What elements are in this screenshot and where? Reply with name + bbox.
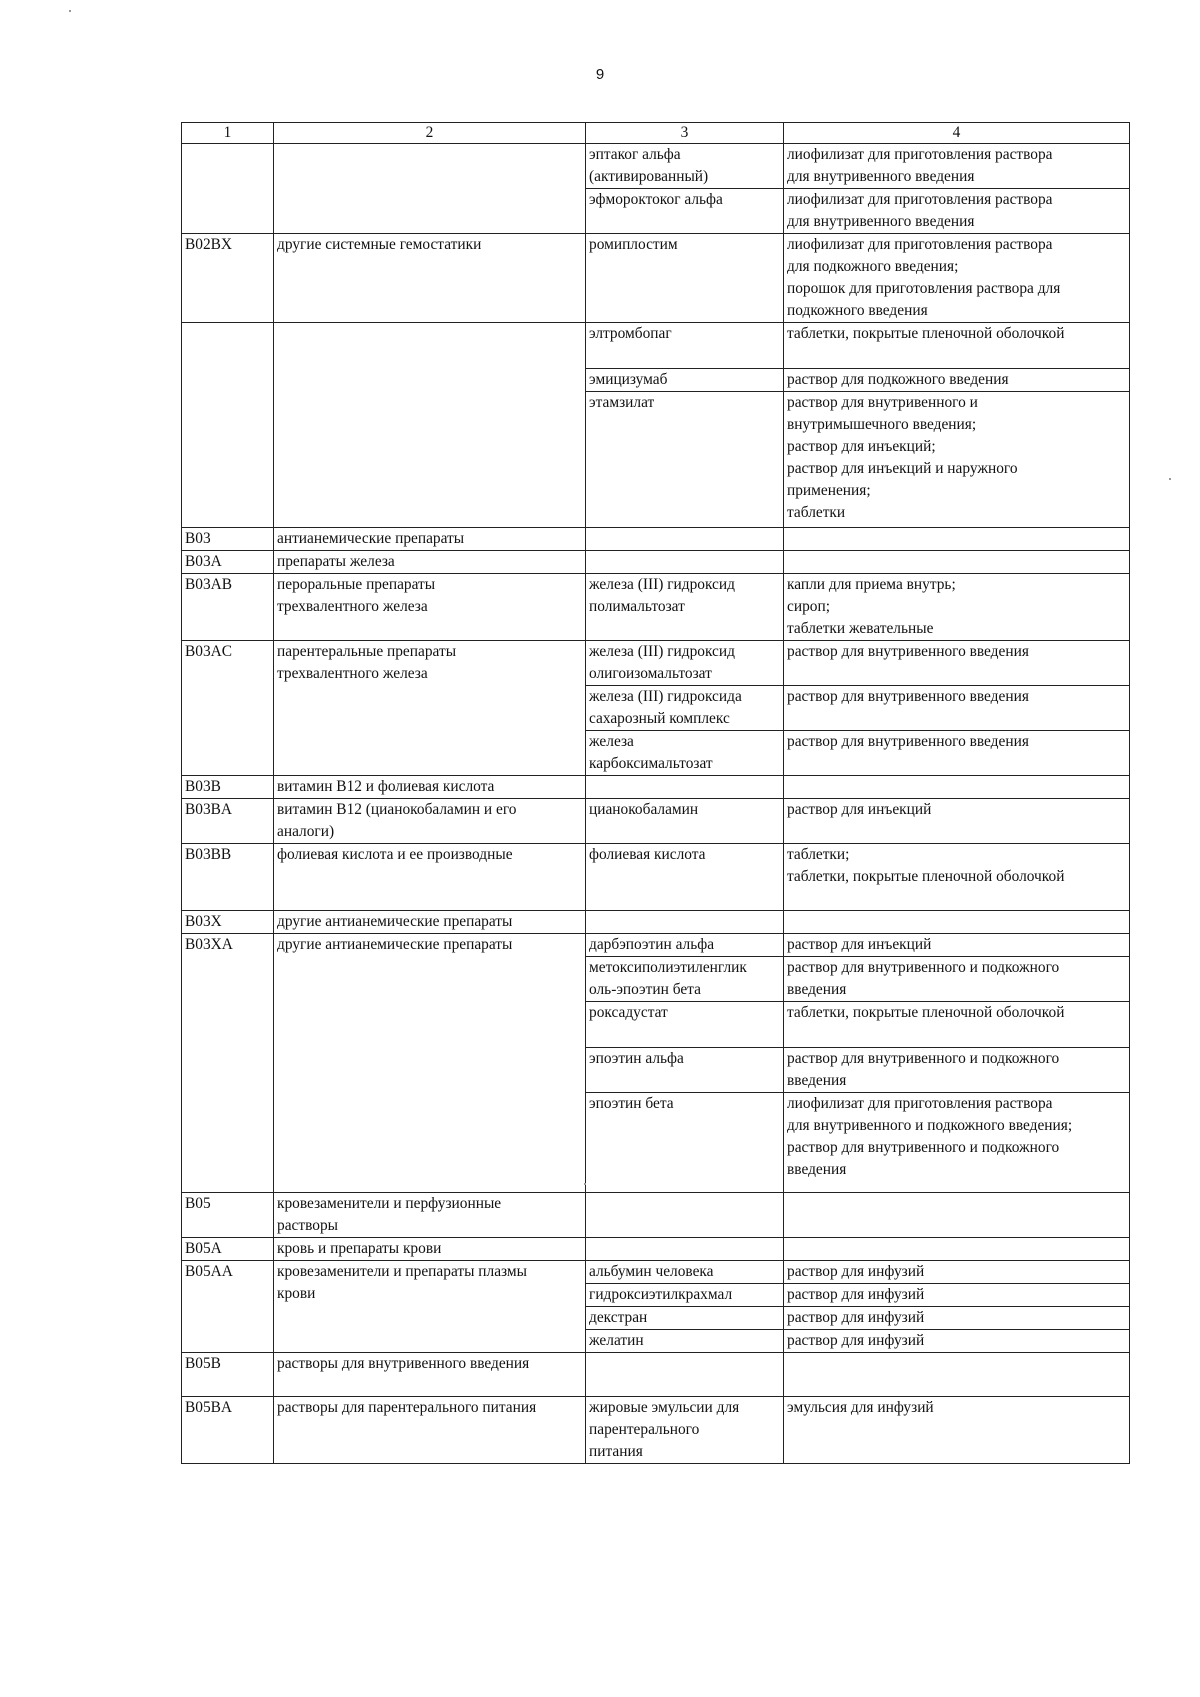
table-row [182,234,1130,323]
table-row [182,528,1130,551]
atc-group-cell: пероральные препараты трехвалентного железа [274,574,586,641]
dosage-form-cell: раствор для внутривенного и подкожного введения [784,1048,1130,1093]
atc-code-cell: B03X [182,911,274,934]
atc-code-cell: B03XA [182,934,274,1193]
drug-name-cell [586,1193,784,1238]
dosage-form-cell: лиофилизат для приготовления раствора для внутривенного введения [784,144,1130,189]
drug-name-cell: гидроксиэтилкрахмал [586,1284,784,1307]
dosage-form-cell: лиофилизат для приготовления раствора для внутривенного и подкожного введения; раствор для внутривенного и подкожного введения [784,1093,1130,1193]
scan-speck [584,1183,586,1185]
atc-code-cell: B03BA [182,799,274,844]
drug-name-cell: цианокобаламин [586,799,784,844]
drug-name-cell: эмицизумаб [586,369,784,392]
dosage-form-cell: раствор для инфузий [784,1307,1130,1330]
atc-group-cell: фолиевая кислота и ее производные [274,844,586,911]
atc-code-cell: B03B [182,776,274,799]
drug-name-cell: железа (III) гидроксид полимальтозат [586,574,784,641]
table-row [182,1353,1130,1397]
drug-name-cell: железа (III) гидроксид олигоизомальтозат [586,641,784,686]
table-row [182,799,1130,844]
drug-name-cell: железа карбоксимальтозат [586,731,784,776]
table-row [182,776,1130,799]
drug-name-cell [586,1238,784,1261]
table-row [182,144,1130,189]
atc-group-cell: кровезаменители и перфузионные растворы [274,1193,586,1238]
dosage-form-cell: таблетки, покрытые пленочной оболочкой [784,323,1130,369]
dosage-form-cell: раствор для подкожного введения [784,369,1130,392]
table-row [182,1193,1130,1238]
dosage-form-cell: капли для приема внутрь; сироп; таблетки жевательные [784,574,1130,641]
drug-name-cell: альбумин человека [586,1261,784,1284]
column-header: 3 [586,123,784,144]
atc-group-cell: препараты железа [274,551,586,574]
column-header: 4 [784,123,1130,144]
dosage-form-cell: таблетки; таблетки, покрытые пленочной оболочкой [784,844,1130,911]
dosage-form-cell [784,1353,1130,1397]
dosage-form-cell: раствор для внутривенного введения [784,641,1130,686]
drug-name-cell: фолиевая кислота [586,844,784,911]
dosage-form-cell [784,1238,1130,1261]
dosage-form-cell [784,911,1130,934]
dosage-form-cell: эмульсия для инфузий [784,1397,1130,1464]
atc-code-cell: B03 [182,528,274,551]
atc-code-cell: B05AA [182,1261,274,1353]
atc-group-cell: парентеральные препараты трехвалентного железа [274,641,586,776]
drug-name-cell [586,776,784,799]
table-row [182,934,1130,957]
dosage-form-cell [784,528,1130,551]
drug-name-cell: роксадустат [586,1002,784,1048]
atc-code-cell [182,323,274,528]
dosage-form-cell: раствор для внутривенного введения [784,731,1130,776]
table-row [182,1238,1130,1261]
atc-group-cell: витамин B12 и фолиевая кислота [274,776,586,799]
drug-name-cell: метоксиполиэтиленглик оль-эпоэтин бета [586,957,784,1002]
header-row [182,123,1130,144]
drug-name-cell: эптаког альфа (активированный) [586,144,784,189]
drug-name-cell: желатин [586,1330,784,1353]
dosage-form-cell [784,551,1130,574]
dosage-form-cell: лиофилизат для приготовления раствора для внутривенного введения [784,189,1130,234]
atc-group-cell: другие системные гемостатики [274,234,586,323]
dosage-form-cell: лиофилизат для приготовления раствора для подкожного введения; порошок для приготовления раствора для подкожного введения [784,234,1130,323]
dosage-form-cell: раствор для инъекций [784,799,1130,844]
drug-name-cell [586,911,784,934]
table-row [182,844,1130,911]
dosage-form-cell: раствор для внутривенного введения [784,686,1130,731]
column-header: 1 [182,123,274,144]
scan-speck [1169,478,1171,480]
atc-code-cell [182,144,274,234]
atc-group-cell: растворы для внутривенного введения [274,1353,586,1397]
atc-group-cell: другие антианемические препараты [274,911,586,934]
drug-name-cell: эфмороктоког альфа [586,189,784,234]
dosage-form-cell: раствор для инъекций [784,934,1130,957]
table-row [182,1261,1130,1284]
page-number: 9 [595,66,605,83]
atc-group-cell: кровезаменители и препараты плазмы крови [274,1261,586,1353]
drug-name-cell: ромиплостим [586,234,784,323]
atc-code-cell: B02BX [182,234,274,323]
drug-name-cell: декстран [586,1307,784,1330]
medicines-table [181,122,1130,1464]
drug-name-cell [586,551,784,574]
atc-group-cell: другие антианемические препараты [274,934,586,1193]
dosage-form-cell [784,1193,1130,1238]
drug-name-cell: этамзилат [586,392,784,528]
atc-code-cell: B03AB [182,574,274,641]
dosage-form-cell: раствор для внутривенного и подкожного введения [784,957,1130,1002]
atc-code-cell: B03AC [182,641,274,776]
dosage-form-cell: таблетки, покрытые пленочной оболочкой [784,1002,1130,1048]
atc-group-cell: кровь и препараты крови [274,1238,586,1261]
atc-code-cell: B03BB [182,844,274,911]
drug-name-cell [586,528,784,551]
column-header: 2 [274,123,586,144]
drug-name-cell: эпоэтин бета [586,1093,784,1193]
dosage-form-cell: раствор для инфузий [784,1261,1130,1284]
dosage-form-cell: раствор для инфузий [784,1330,1130,1353]
table-row [182,1397,1130,1464]
table-row [182,641,1130,686]
scan-speck [69,10,71,12]
atc-group-cell [274,144,586,234]
drug-name-cell: дарбэпоэтин альфа [586,934,784,957]
table-row [182,911,1130,934]
atc-code-cell: B05A [182,1238,274,1261]
drug-name-cell: железа (III) гидроксида сахарозный комплекс [586,686,784,731]
drug-name-cell: элтромбопаг [586,323,784,369]
atc-code-cell: B05 [182,1193,274,1238]
dosage-form-cell: раствор для внутривенного и внутримышечного введения; раствор для инъекций; раствор для инъекций и наружного применения; таблетки [784,392,1130,528]
atc-code-cell: B05B [182,1353,274,1397]
atc-group-cell [274,323,586,528]
drug-name-cell: эпоэтин альфа [586,1048,784,1093]
dosage-form-cell: раствор для инфузий [784,1284,1130,1307]
table-row [182,323,1130,369]
atc-group-cell: витамин B12 (цианокобаламин и его аналоги) [274,799,586,844]
table-row [182,551,1130,574]
drug-name-cell [586,1353,784,1397]
atc-group-cell: антианемические препараты [274,528,586,551]
drug-name-cell: жировые эмульсии для парентерального питания [586,1397,784,1464]
dosage-form-cell [784,776,1130,799]
atc-code-cell: B05BA [182,1397,274,1464]
atc-group-cell: растворы для парентерального питания [274,1397,586,1464]
atc-code-cell: B03A [182,551,274,574]
table-row [182,574,1130,641]
